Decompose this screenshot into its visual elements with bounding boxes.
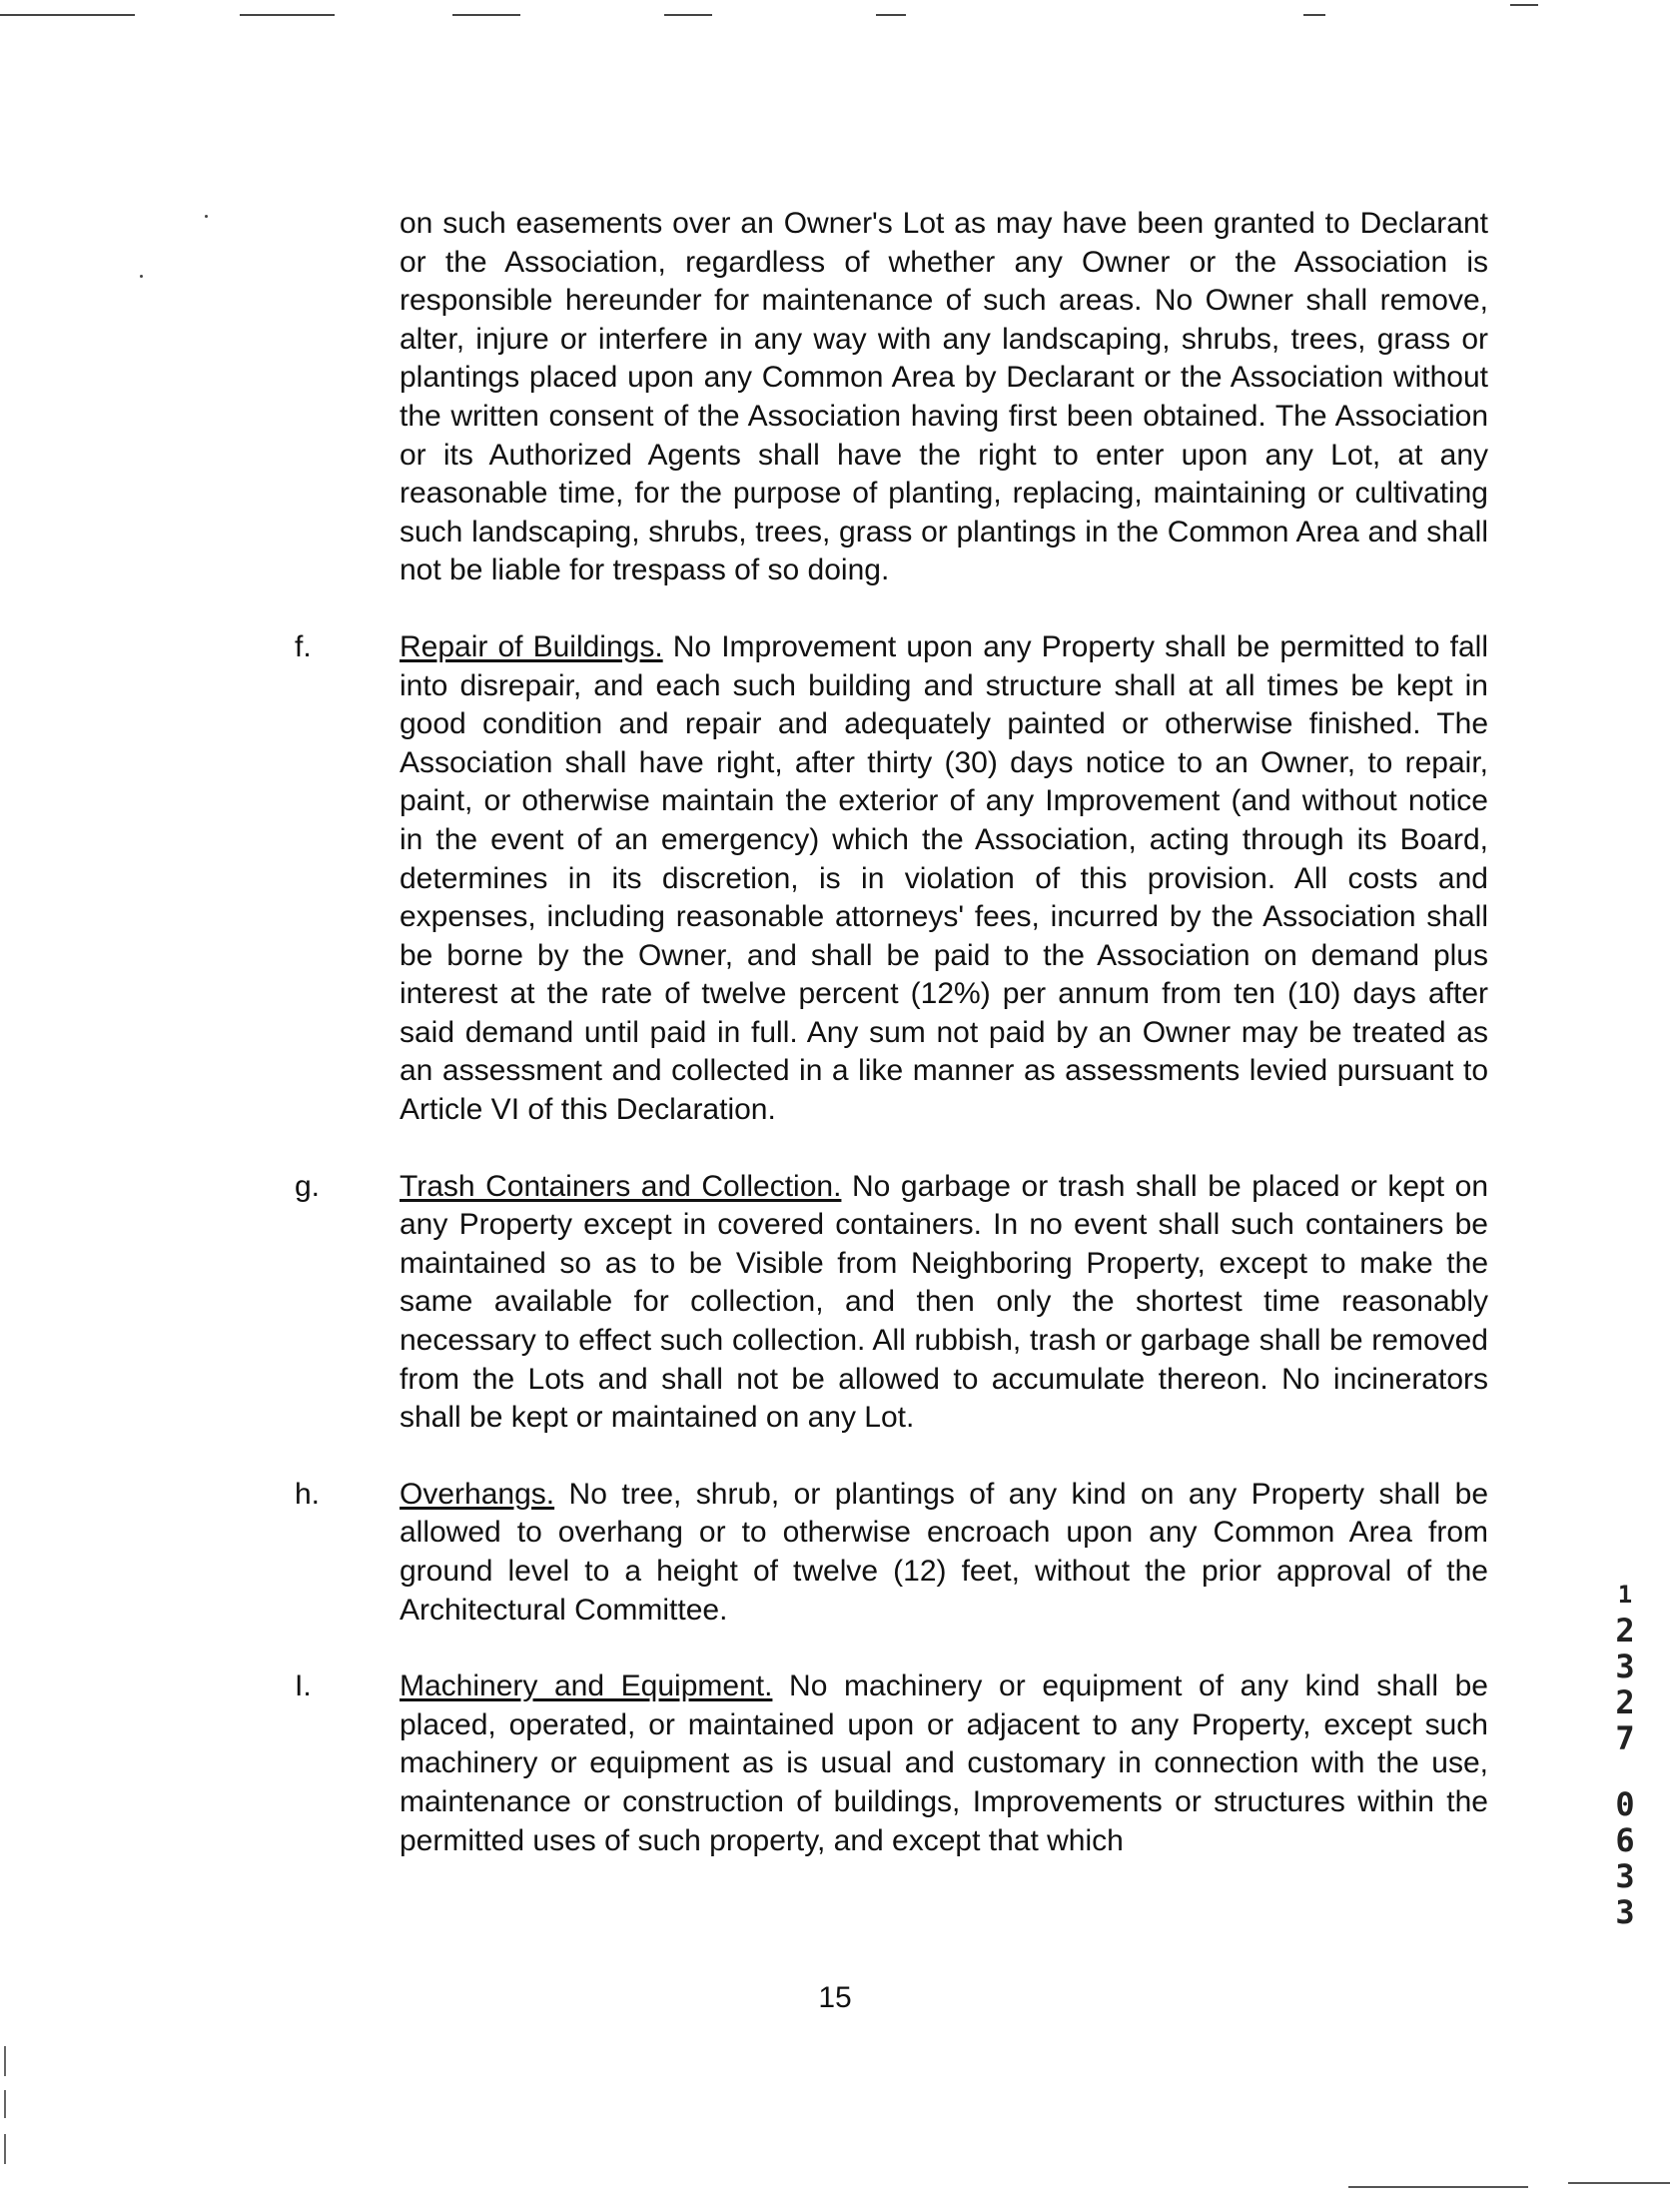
section-heading: Machinery and Equipment. <box>400 1669 773 1703</box>
section-i-machinery-and-equipment <box>295 1667 1488 1860</box>
recording-digit: 0 <box>1615 1785 1635 1823</box>
scan-artifact-rule <box>1568 2182 1670 2184</box>
section-body: No tree, shrub, or plantings of any kind on any Property shall be allowed to overhang or to otherwise encroach upon any Common Area from ground level to a height of twelve (12) feet, without the prior approval of the Architectural Committee. <box>400 1477 1488 1627</box>
scan-artifact-tick <box>4 2134 6 2164</box>
page-number: 15 <box>818 1981 852 2014</box>
recording-digit: 1 <box>1617 1581 1633 1609</box>
scan-artifact-rule <box>876 14 906 16</box>
section-text <box>400 1667 1488 1860</box>
recording-digit: 7 <box>1615 1719 1635 1757</box>
scan-artifact-rule <box>1510 4 1538 6</box>
scan-artifact-tick <box>4 2046 6 2076</box>
recording-digit: 3 <box>1615 1857 1635 1895</box>
scan-artifact-rule <box>240 14 335 16</box>
recording-digit: 3 <box>1615 1893 1635 1931</box>
document-body <box>295 205 1488 1860</box>
section-marker: f. <box>295 629 312 663</box>
section-heading: Overhangs. <box>400 1477 555 1511</box>
scan-artifact-dot <box>205 215 208 218</box>
section-marker: g. <box>295 1169 321 1203</box>
recording-digit: 2 <box>1615 1612 1635 1650</box>
section-h-overhangs <box>295 1476 1488 1630</box>
scan-artifact-rule <box>0 14 135 16</box>
scan-artifact-tick <box>4 2090 6 2118</box>
section-heading: Trash Containers and Collection. <box>400 1169 842 1203</box>
recording-digit: 2 <box>1615 1683 1635 1721</box>
recording-number-stamp <box>1610 1577 1640 1930</box>
recording-digit: 6 <box>1615 1821 1635 1859</box>
section-g-trash-containers <box>295 1168 1488 1438</box>
section-marker: h. <box>295 1477 321 1511</box>
section-heading: Repair of Buildings. <box>400 629 663 663</box>
scan-artifact-dot <box>140 275 143 278</box>
section-body: No machinery or equipment of any kind shall be placed, operated, or maintained upon or adjacent to any Property, except such machinery or equipment as is usual and customary in connection with the use, maintenance or construction of buildings, Improvements or structures within the permitted uses of such property, and except that which <box>400 1669 1488 1857</box>
section-body: No Improvement upon any Property shall be permitted to fall into disrepair, and each such building and structure shall at all times be kept in good condition and repair and adequately painted or otherwise finished. The Association shall have right, after thirty (30) days notice to an Owner, to repair, paint, or otherwise maintain the exterior of any Improvement (and without notice in the event of an emergency) which the Association, acting through its Board, determines in its discretion, is in violation of this provision. All costs and expenses, including reasonable attorneys' fees, incurred by the Association shall be borne by the Owner, and shall be paid to the Association on demand plus interest at the rate of twelve percent (12%) per annum from ten (10) days after said demand until paid in full. Any sum not paid by an Owner may be treated as an assessment and collected in a like manner as assessments levied pursuant to Article VI of this Declaration. <box>400 629 1488 1127</box>
scan-artifact-rule <box>452 14 520 16</box>
section-text <box>400 1476 1488 1630</box>
section-f-repair-of-buildings <box>295 628 1488 1130</box>
scan-artifact-rule <box>664 14 712 16</box>
section-marker: I. <box>295 1669 312 1703</box>
section-text <box>400 628 1488 1130</box>
recording-digit: 3 <box>1615 1648 1635 1685</box>
opening-paragraph: on such easements over an Owner's Lot as may have been granted to Declarant or the Association, regardless of whether any Owner or the Association is responsible hereunder for maintenance of such areas. No Owner shall remove, alter, injure or interfere in any way with any landscaping, shrubs, trees, grass or plantings placed upon any Common Area by Declarant or the Association without the written consent of the Association having first been obtained. The Association or its Authorized Agents shall have the right to enter upon any Lot, at any reasonable time, for the purpose of planting, replacing, maintaining or cultivating such landscaping, shrubs, trees, grass or plantings in the Common Area and shall not be liable for trespass of so doing. <box>400 207 1488 587</box>
section-text <box>400 1168 1488 1438</box>
section-body: No garbage or trash shall be placed or kept on any Property except in covered containers. In no event shall such containers be maintained so as to be Visible from Neighboring Property, except to make the same available for collection, and then only the shortest time reasonably necessary to effect such collection. All rubbish, trash or garbage shall be removed from the Lots and shall not be allowed to accumulate thereon. No incinerators shall be kept or maintained on any Lot. <box>400 1169 1488 1435</box>
scan-artifact-rule <box>1348 2186 1528 2188</box>
scan-artifact-rule <box>1303 14 1325 16</box>
